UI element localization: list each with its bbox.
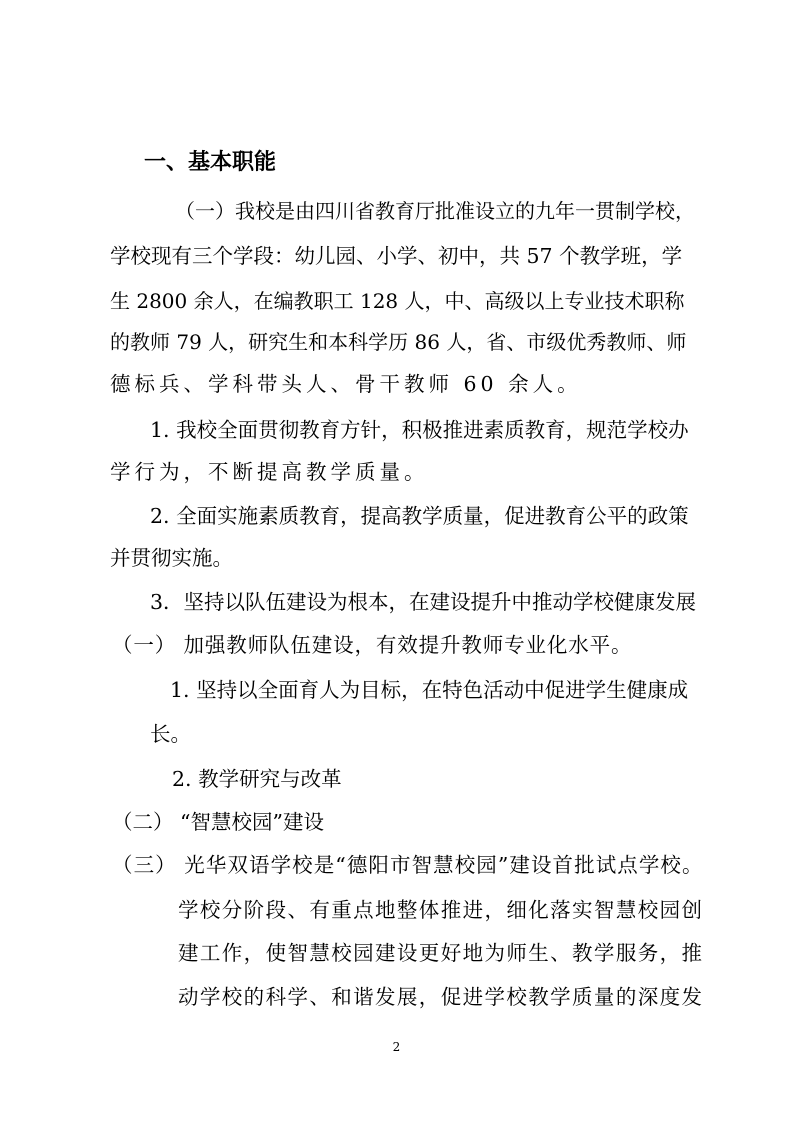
paragraph-line-10: 3．坚持以队伍建设为根本，在建设提升中推动学校健康发展 [150, 590, 697, 614]
subsection-line-3: （三） 光华双语学校是“德阳市智慧校园”建设首批试点学校。 [112, 853, 704, 877]
paragraph-line-3: 生 2800 余人，在编教职工 128 人，中、高级以上专业技术职称 [110, 289, 685, 313]
paragraph-line-11: 1. 坚持以全面育人为目标，在特色活动中促进学生健康成 [170, 678, 689, 702]
subsection-line-2: （二） “智慧校园”建设 [112, 810, 324, 834]
paragraph-line-9: 并贯彻实施。 [110, 546, 233, 570]
paragraph-line-12: 长。 [150, 722, 191, 746]
paragraph-line-14: 学校分阶段、有重点地整体推进，细化落实智慧校园创 [178, 898, 704, 922]
paragraph-line-2: 学校现有三个学段：幼儿园、小学、初中，共 57 个教学班，学 [110, 244, 683, 268]
paragraph-line-8: 2. 全面实施素质教育，提高教学质量，促进教育公平的政策 [150, 504, 689, 528]
paragraph-line-15: 建工作，使智慧校园建设更好地为师生、教学服务，推 [178, 941, 704, 965]
section-heading: 一、基本职能 [144, 150, 277, 175]
paragraph-line-6: 1. 我校全面贯彻教育方针，积极推进素质教育，规范学校办 [150, 418, 689, 442]
subsection-line-1: （一） 加强教师队伍建设，有效提升教师专业化水平。 [112, 633, 633, 657]
paragraph-line-1: （一）我校是由四川省教育厅批准设立的九年一贯制学校， [175, 199, 695, 223]
page-number: 2 [392, 1040, 401, 1054]
paragraph-line-7: 学行为，不断提高教学质量。 [110, 460, 429, 484]
paragraph-line-4: 的教师 79 人，研究生和本科学历 86 人，省、市级优秀教师、师 [110, 330, 687, 354]
paragraph-line-5: 德标兵、学科带头人、骨干教师 60 余人。 [110, 372, 582, 396]
paragraph-line-13: 2. 教学研究与改革 [172, 767, 342, 791]
paragraph-line-16: 动学校的科学、和谐发展，促进学校教学质量的深度发 [178, 985, 704, 1009]
